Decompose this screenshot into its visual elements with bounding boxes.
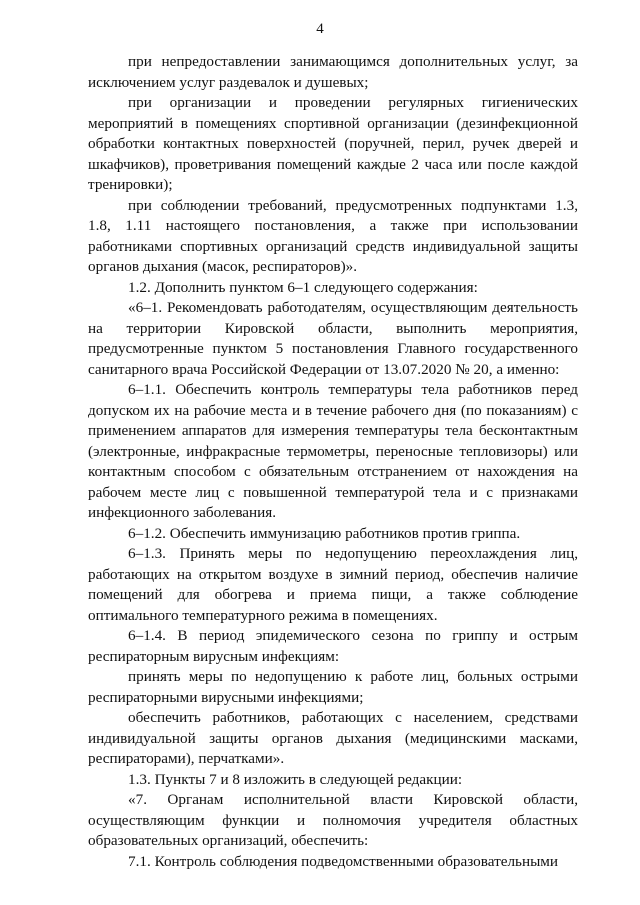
document-body (88, 52, 578, 872)
paragraph: принять меры по недопущению к работе лиц, больных острыми респираторными вирусными инфекциями; (88, 668, 578, 706)
paragraph: обеспечить работников, работающих с населением, средствами индивидуальной защиты органов дыхания (медицинскими масками, респираторами), перчатками». (88, 709, 578, 767)
paragraph: при непредоставлении занимающимся дополнительных услуг, за исключением услуг раздевалок и душевых; (88, 53, 578, 91)
paragraph: при соблюдении требований, предусмотренных подпунктами 1.3, 1.8, 1.11 настоящего постановления, а также при использовании работниками спортивных организаций средств индивидуальной защиты органов дыхания (масок, респираторов)». (88, 196, 578, 275)
paragraph: 6–1.1. Обеспечить контроль температуры тела работников перед допуском их на рабочие места и в течение рабочего дня (по показаниям) с применением аппаратов для измерения температуры тела бесконтактным (электронные, инфракрасные термометры, переносные тепловизоры) или контактным способом с обязательным отстранением от нахождения на рабочем месте лиц с повышенной температурой тела и с признаками инфекционного заболевания. (88, 381, 578, 521)
paragraph: «7. Органам исполнительной власти Кировской области, осуществляющим функции и полномочия учредителя областных образовательных организаций, обеспечить: (88, 791, 578, 849)
page-number: 4 (316, 21, 324, 37)
paragraph: 6–1.4. В период эпидемического сезона по гриппу и острым респираторным вирусным инфекциям: (88, 627, 578, 665)
paragraph: «6–1. Рекомендовать работодателям, осуществляющим деятельность на территории Кировской области, выполнить мероприятия, предусмотренные пунктом 5 постановления Главного государственного санитарного врача Российской Федерации от 13.07.2020 № 20, а именно: (88, 299, 578, 378)
paragraph: 6–1.3. Принять меры по недопущению переохлаждения лиц, работающих на открытом воздухе в зимний период, обеспечив наличие помещений для обогрева и приема пищи, а также соблюдение оптимального температурного режима в помещениях. (88, 545, 578, 624)
paragraph: 1.2. Дополнить пунктом 6–1 следующего содержания: (128, 278, 478, 296)
paragraph: 6–1.2. Обеспечить иммунизацию работников против гриппа. (128, 524, 521, 542)
paragraph: 1.3. Пункты 7 и 8 изложить в следующей редакции: (128, 770, 463, 788)
paragraph: 7.1. Контроль соблюдения подведомственными образовательными (128, 852, 559, 870)
paragraph: при организации и проведении регулярных гигиенических мероприятий в помещениях спортивной организации (дезинфекционной обработки контактных поверхностей (поручней, перил, ручек дверей и шкафчиков), проветривания помещений каждые 2 часа или после каждой тренировки); (88, 94, 578, 193)
